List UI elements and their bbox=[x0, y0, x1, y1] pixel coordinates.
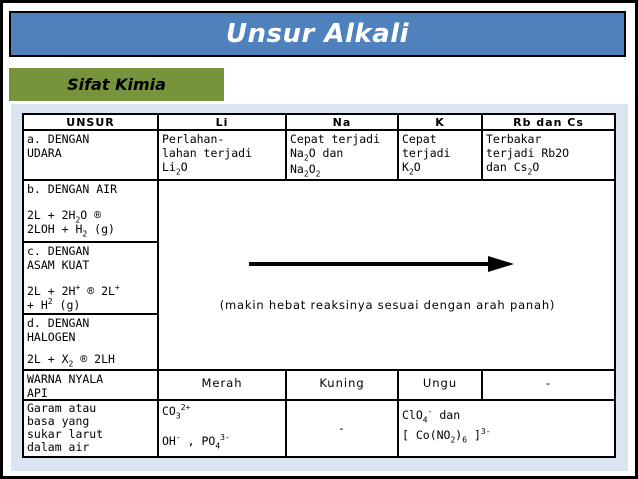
cell-text: sukar larut bbox=[27, 427, 104, 441]
cell-text: ASAM KUAT bbox=[27, 258, 90, 272]
cell-rb-cs-nyala: - bbox=[483, 371, 614, 399]
formula-na2o: $Na_2O$ dan bbox=[290, 146, 344, 163]
arrow-caption: (makin hebat reaksinya sesuai dengan arah panah) bbox=[219, 298, 556, 312]
cell-k-rb-cs-garam bbox=[399, 401, 614, 456]
row-label-garam bbox=[24, 401, 157, 456]
cell-li-garam bbox=[159, 401, 285, 456]
header-cell-na bbox=[287, 115, 397, 129]
cell-li-udara bbox=[159, 131, 285, 179]
header-label: Rb dan Cs bbox=[513, 116, 584, 129]
section-label bbox=[9, 68, 224, 101]
formula-k2o: $K_2O$ bbox=[402, 160, 421, 177]
cell-text: a. DENGAN bbox=[27, 132, 90, 146]
header-label: UNSUR bbox=[66, 116, 115, 129]
cell-text: UDARA bbox=[27, 146, 62, 160]
cell-text: Cepat terjadi bbox=[290, 132, 381, 146]
slide-title-text: Unsur Alkali bbox=[225, 19, 410, 49]
cell-text: lahan terjadi bbox=[162, 146, 253, 160]
cell-k-udara bbox=[399, 131, 481, 179]
row-label-warna-nyala bbox=[24, 371, 157, 399]
cell-na-garam: - bbox=[287, 401, 397, 456]
cell-text: API bbox=[27, 386, 48, 399]
cell-rb-cs-udara bbox=[483, 131, 614, 179]
cell-k-nyala: Ungu bbox=[399, 371, 481, 399]
header-label: K bbox=[435, 116, 445, 129]
cell-text: HALOGEN bbox=[27, 330, 76, 344]
formula-na2o2: $Na_2O_2$ bbox=[290, 162, 321, 179]
cell-text: dalam air bbox=[27, 440, 90, 454]
formula-oh-po4: OH- , $PO_4^{3-}$ bbox=[162, 433, 230, 451]
cell-text: b. DENGAN AIR bbox=[27, 182, 118, 196]
header-cell-li bbox=[159, 115, 285, 129]
equation-air-1: $2L + 2H_2O$ ® bbox=[27, 208, 102, 225]
reactivity-merged-cell bbox=[159, 181, 614, 369]
header-label: Li bbox=[215, 116, 229, 129]
formula-clo4: ClO$_4$- dan bbox=[402, 407, 461, 425]
equation-asam-1: 2L + 2H+ ® 2L+ bbox=[27, 283, 120, 298]
row-label-asam-kuat bbox=[24, 243, 157, 313]
cell-li-nyala: Merah bbox=[159, 371, 285, 399]
cell-text: Terbakar bbox=[486, 132, 542, 146]
formula-cobaltinitrite: [ $Co(NO_2)_6$ ]$^{3-}$ bbox=[402, 427, 491, 445]
cell-na-udara bbox=[287, 131, 397, 179]
cell-text: basa yang bbox=[27, 414, 90, 428]
cell-text: WARNA NYALA bbox=[27, 372, 104, 386]
cell-text: terjadi bbox=[402, 146, 451, 160]
arrow-head-icon bbox=[488, 256, 514, 272]
header-cell-k bbox=[399, 115, 481, 129]
formula-cs2o: dan $Cs_2O$ bbox=[486, 160, 540, 177]
formula-co3: $CO_3^{2+}$ bbox=[162, 403, 191, 421]
row-label-udara bbox=[24, 131, 157, 179]
cell-text: Garam atau bbox=[27, 401, 97, 415]
cell-text: d. DENGAN bbox=[27, 316, 90, 330]
header-label: Na bbox=[332, 116, 352, 129]
reactivity-arrow-icon bbox=[249, 262, 491, 266]
cell-na-nyala: Kuning bbox=[287, 371, 397, 399]
equation-asam-2: + $H^2$ (g) bbox=[27, 297, 81, 312]
header-cell-rb-cs bbox=[483, 115, 614, 129]
cell-text: terjadi Rb2O bbox=[486, 146, 570, 160]
row-label-air bbox=[24, 181, 157, 241]
slide-title bbox=[9, 11, 626, 57]
row-label-halogen bbox=[24, 315, 157, 369]
header-cell-unsur bbox=[24, 115, 157, 129]
cell-text: c. DENGAN bbox=[27, 244, 90, 258]
section-label-text: Sifat Kimia bbox=[67, 75, 166, 94]
formula-li2o: $Li_2O$ bbox=[162, 160, 188, 177]
equation-halogen: $2L + X_2$ ® 2LH bbox=[27, 352, 115, 369]
cell-text: Perlahan- bbox=[162, 132, 225, 146]
cell-text: Cepat bbox=[402, 132, 437, 146]
equation-air-2: $2LOH + H_2$ (g) bbox=[27, 222, 115, 239]
